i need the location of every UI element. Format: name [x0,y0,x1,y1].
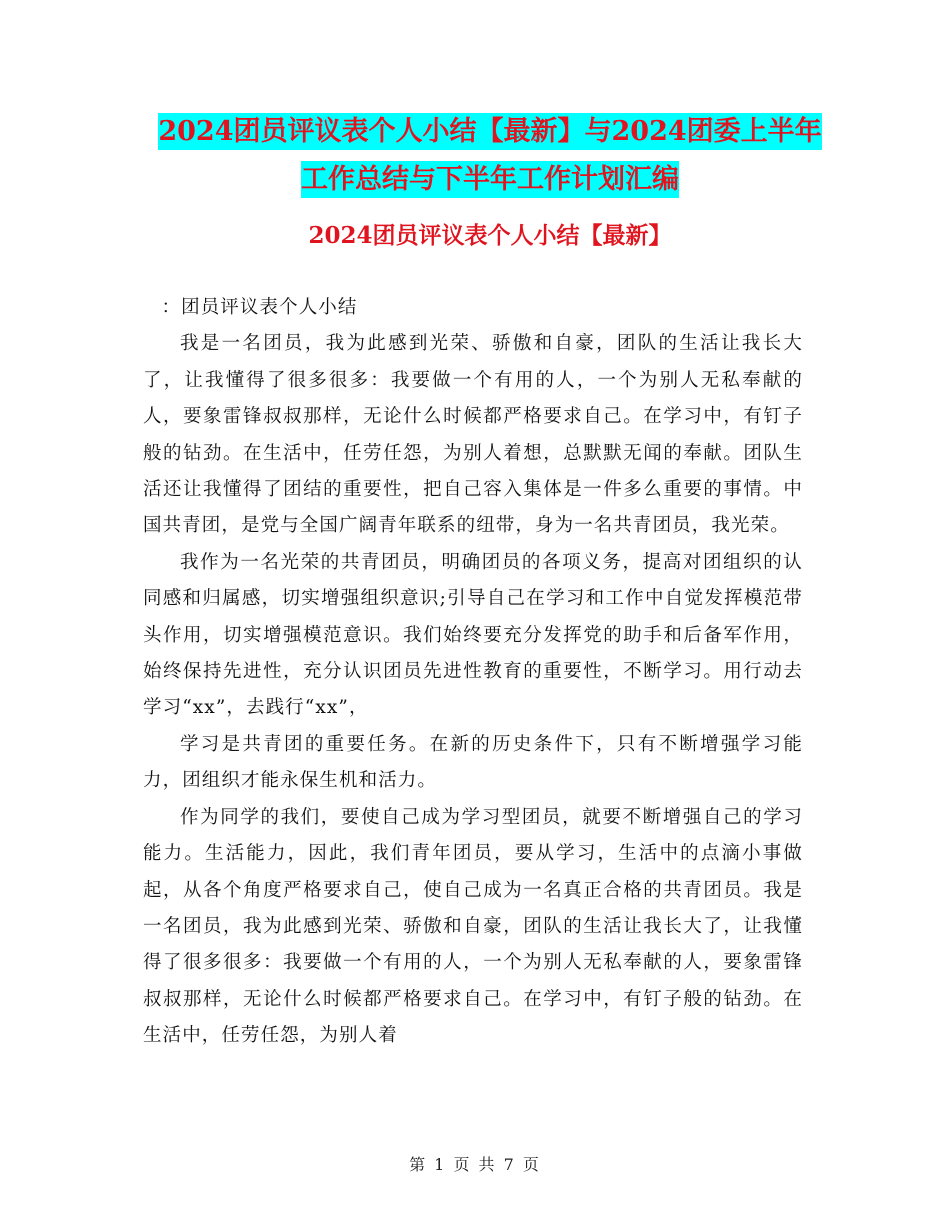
paragraph: 作为同学的我们，要使自己成为学习型团员，就要不断增强自己的学习能力。生活能力，因此，我们青年团员，要从学习，生活中的点滴小事做起，从各个角度严格要求自己，使自己成为一名真正合格的共青团员。我是一名团员，我为此感到光荣、骄傲和自豪，团队的生活让我长大了，让我懂得了很多很多：我要做一个有用的人，一个为别人无私奉献的人，要象雷锋叔叔那样，无论什么时候都严格要求自己。在学习中，有钉子般的钻劲。在生活中，任劳任怨，为别人着 [143,806,803,1047]
document-title-line-2: 工作总结与下半年工作计划汇编 [301,161,679,198]
document-title [140,108,840,204]
document-title-line-1: 2024团员评议表个人小结【最新】与2024团委上半年 [158,113,821,150]
section-title: 2024团员评议表个人小结【最新】 [308,222,672,249]
document-body [143,290,803,1055]
paragraph: 我作为一名光荣的共青团员，明确团员的各项义务，提高对团组织的认同感和归属感，切实增强组织意识;引导自己在学习和工作中自觉发挥模范带头作用，切实增强模范意识。我们始终要充分发挥党的助手和后备军作用，始终保持先进性，充分认识团员先进性教育的重要性，不断学习。用行动去学习“xx”，去践行“xx”， [143,551,803,719]
paragraph: 我是一名团员，我为此感到光荣、骄傲和自豪，团队的生活让我长大了，让我懂得了很多很多：我要做一个有用的人，一个为别人无私奉献的人，要象雷锋叔叔那样，无论什么时候都严格要求自己。在学习中，有钉子般的钻劲。在生活中，任劳任怨，为别人着想，总默默无闻的奉献。团队生活还让我懂得了团结的重要性，把自己容入集体是一件多么重要的事情。中国共青团，是党与全国广阔青年联系的纽带，身为一名共青团员，我光荣。 [143,333,803,537]
page-footer: 第 1 页 共 7 页 [409,1155,541,1174]
paragraph-subtitle: ：团员评议表个人小结 [161,297,358,318]
paragraph: 学习是共青团的重要任务。在新的历史条件下，只有不断增强学习能力，团组织才能永保生机和活力。 [143,733,803,792]
